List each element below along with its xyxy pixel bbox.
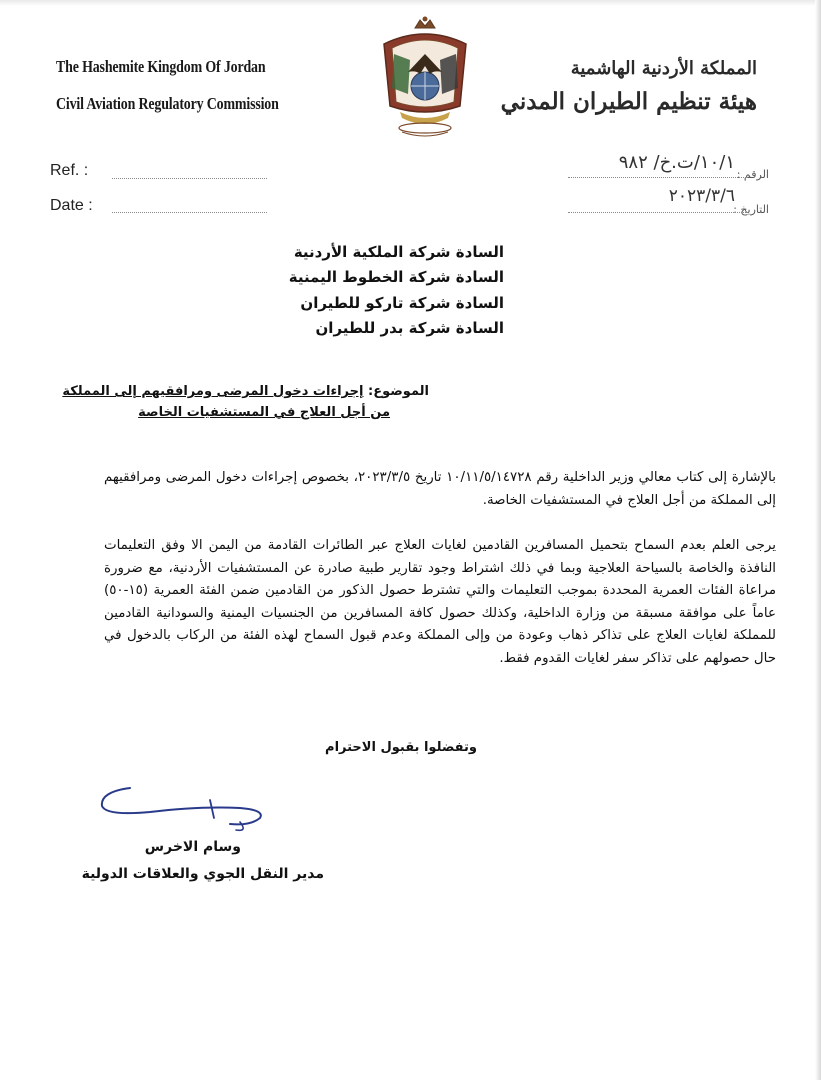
signatory-name: وسام الاخرس	[144, 839, 241, 855]
addressee-line: السادة شركة الخطوط اليمنية	[288, 268, 504, 286]
ref-dotted-line	[112, 177, 267, 179]
jordan-coat-of-arms-icon	[370, 14, 480, 142]
letterhead-arabic-line2: هيئة تنظيم الطيران المدني	[500, 88, 757, 115]
body-paragraph-2: يرجى العلم بعدم السماح بتحميل المسافرين القادمين لغايات العلاج عبر الطائرات القادمة من اليمن الا وفق التعليمات النافذة والخاصة بالسياحة العلاجية وبما في ذلك اشتراط وجود تقارير طبية صادرة عن المستشفيات الأردنية، مع ضرورة مراعاة الفئات العمرية المحددة بموجب التعليمات والتي تشترط حصول الذكور من القادمين ضمن الفئة العمرية (١٥-٥٠) عاماً على موافقة مسبقة من وزارة الداخلية، وكذلك حصول كافة المسافرين من الجنسيات اليمنية والسودانية القادمين للمملكة لغايات العلاج على تذاكر ذهاب وعودة من وإلى المملكة وعدم قبول السماح لهذه الفئة من الركاب بالدخول في حال حصولهم على تذاكر سفر لغايات القدوم فقط.	[104, 538, 776, 666]
letterhead-arabic-line1: المملكة الأردنية الهاشمية	[570, 58, 757, 79]
arabic-date-label: التاريخ :	[733, 203, 769, 216]
date-dotted-line	[112, 211, 267, 213]
letterhead-english-line1: The Hashemite Kingdom Of Jordan	[56, 57, 266, 76]
arabic-ref-dotted-line	[568, 176, 748, 178]
subject-text-line2: من أجل العلاج في المستشفيات الخاصة	[138, 405, 390, 420]
addressee-line: السادة شركة بدر للطيران	[315, 319, 504, 337]
date-value: ٢٠٢٣/٣/٦	[668, 186, 735, 206]
subject-line2	[138, 405, 390, 420]
arabic-date-dotted-line	[568, 211, 748, 213]
subject-line1	[62, 384, 429, 399]
page-right-edge	[815, 0, 821, 1080]
closing-line: وتفضلوا بقبول الاحترام	[325, 740, 477, 755]
body-paragraph-1: بالإشارة إلى كتاب معالي وزير الداخلية رقم ١٠/١١/٥/١٤٧٢٨ تاريخ ٢٠٢٣/٣/٥، بخصوص إجراءات دخول المرضى ومرافقيهم إلى المملكة من أجل العلاج في المستشفيات الخاصة.	[104, 470, 776, 508]
addressee-line: السادة شركة تاركو للطيران	[300, 294, 504, 312]
letterhead-english-line2: Civil Aviation Regulatory Commission	[56, 94, 279, 113]
date-label: Date :	[50, 197, 93, 214]
subject-label: الموضوع:	[368, 384, 429, 399]
ref-label: Ref. :	[50, 162, 89, 179]
addressee-line: السادة شركة الملكية الأردنية	[293, 243, 504, 261]
subject-text-line1: إجراءات دخول المرضى ومرافقيهم إلى المملكة	[62, 384, 364, 399]
page-top-edge	[0, 0, 821, 6]
handwritten-signature-icon	[90, 778, 310, 840]
signatory-title: مدير النقل الجوي والعلاقات الدولية	[81, 866, 324, 882]
arabic-ref-label: الرقم :	[736, 168, 769, 181]
ref-number: ١٠/١/ت.خ/ ٩٨٢	[618, 152, 735, 173]
